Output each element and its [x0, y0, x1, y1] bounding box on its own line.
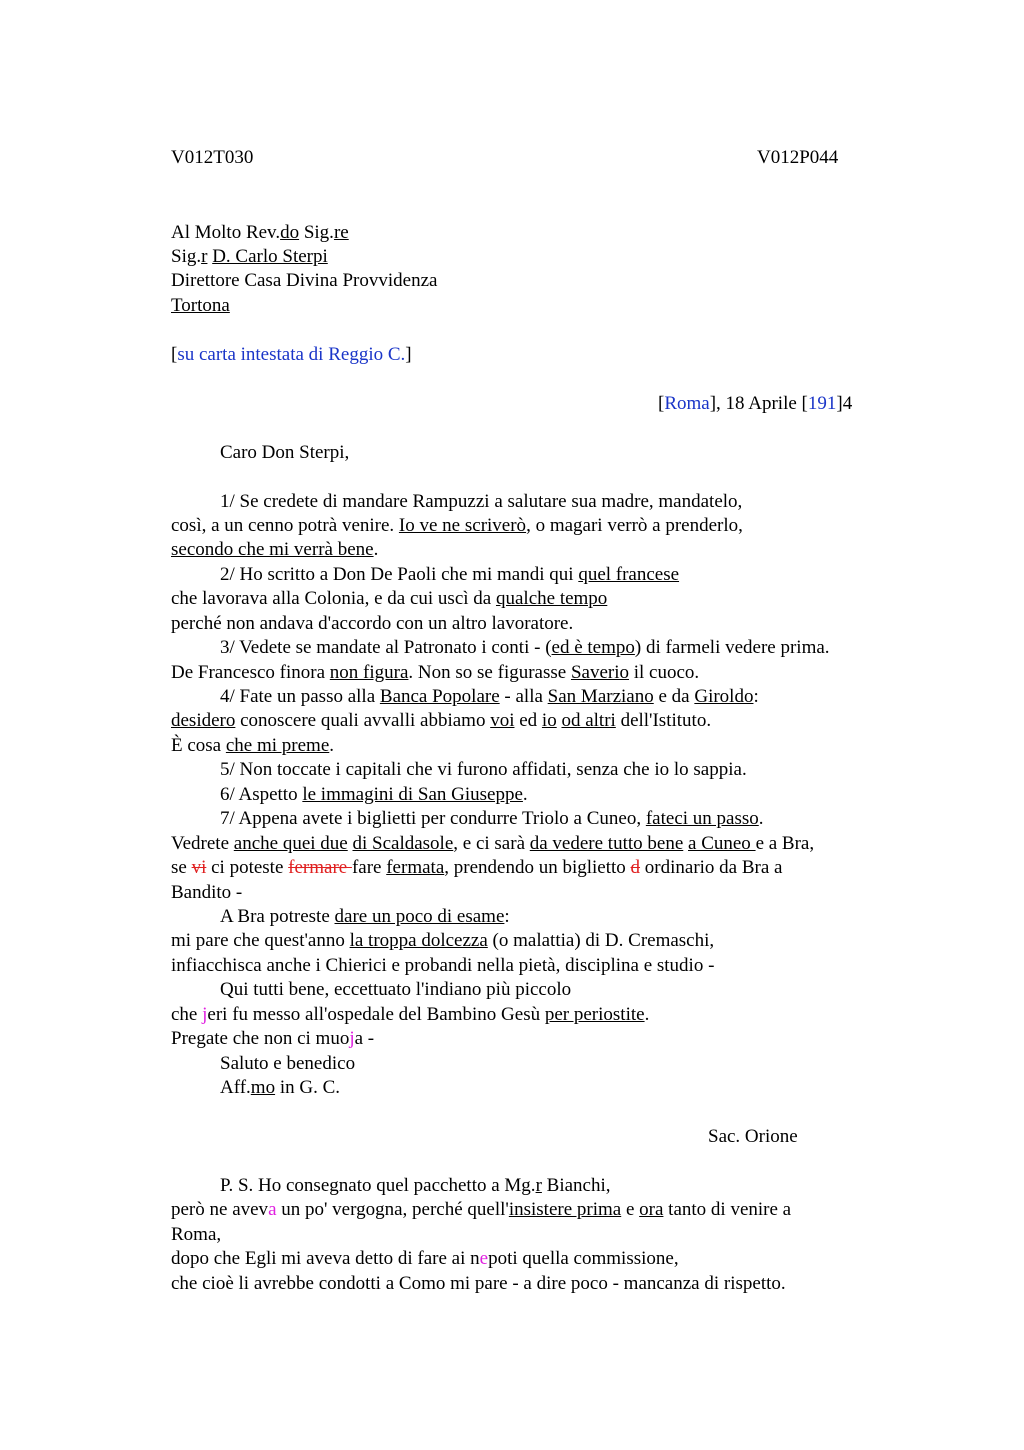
header-left-code: V012T030	[171, 147, 254, 168]
body-line: 1/ Se credete di mandare Rampuzzi a salutare sua madre, mandatelo,	[220, 491, 743, 512]
body-line: Pregate che non ci muoja -	[171, 1028, 375, 1049]
body-line: Qui tutti bene, eccettuato l'indiano più piccolo	[220, 979, 572, 1000]
greeting: Caro Don Sterpi,	[220, 442, 350, 463]
editorial-note: [su carta intestata di Reggio C.]	[171, 344, 412, 365]
postscript-line: però ne aveva un po' vergogna, perché quell'insistere prima e ora tanto di venire a	[171, 1199, 792, 1220]
address-line-1: Al Molto Rev.do Sig.re	[171, 222, 349, 243]
body-line: 6/ Aspetto le immagini di San Giuseppe.	[220, 784, 528, 805]
letter-date: [Roma], 18 Aprile [191]4	[658, 393, 853, 414]
body-line: De Francesco finora non figura. Non so se figurasse Saverio il cuoco.	[171, 662, 700, 683]
address-line-2: Sig.r D. Carlo Sterpi	[171, 246, 328, 267]
postscript-line: dopo che Egli mi aveva detto di fare ai nepoti quella commissione,	[171, 1248, 679, 1269]
body-line: desidero conoscere quali avvalli abbiamo voi ed io od altri dell'Istituto.	[171, 710, 712, 731]
body-line: infiacchisca anche i Chierici e probandi nella pietà, disciplina e studio -	[171, 955, 715, 976]
body-line: Bandito -	[171, 882, 243, 903]
body-line: È cosa che mi preme.	[171, 735, 335, 756]
postscript-line: Roma,	[171, 1224, 222, 1245]
body-line: così, a un cenno potrà venire. Io ve ne scriverò, o magari verrò a prenderlo,	[171, 515, 743, 536]
signature: Sac. Orione	[708, 1126, 798, 1147]
body-line: A Bra potreste dare un poco di esame:	[220, 906, 510, 927]
body-line: mi pare che quest'anno la troppa dolcezza (o malattia) di D. Cremaschi,	[171, 930, 715, 951]
body-line: perché non andava d'accordo con un altro lavoratore.	[171, 613, 574, 634]
closing-line: Saluto e benedico	[220, 1053, 356, 1074]
body-line: 5/ Non toccate i capitali che vi furono affidati, senza che io lo sappia.	[220, 759, 747, 780]
body-line: se vi ci poteste fermare fare fermata, prendendo un biglietto d ordinario da Bra a	[171, 857, 783, 878]
body-line: 4/ Fate un passo alla Banca Popolare - alla San Marziano e da Giroldo:	[220, 686, 759, 707]
postscript-line: che cioè li avrebbe condotti a Como mi pare - a dire poco - mancanza di rispetto.	[171, 1273, 786, 1294]
body-line: che lavorava alla Colonia, e da cui uscì da qualche tempo	[171, 588, 608, 609]
body-line: 2/ Ho scritto a Don De Paoli che mi mandi qui quel francese	[220, 564, 680, 585]
body-line: 7/ Appena avete i biglietti per condurre Triolo a Cuneo, fateci un passo.	[220, 808, 764, 829]
body-line: Vedrete anche quei due di Scaldasole, e ci sarà da vedere tutto bene a Cuneo e a Bra,	[171, 833, 815, 854]
body-line: 3/ Vedete se mandate al Patronato i conti - (ed è tempo) di farmeli vedere prima.	[220, 637, 830, 658]
header-right-code: V012P044	[757, 147, 839, 168]
closing-line: Aff.mo in G. C.	[220, 1077, 341, 1098]
body-line: che jeri fu messo all'ospedale del Bambino Gesù per periostite.	[171, 1004, 650, 1025]
body-line: secondo che mi verrà bene.	[171, 539, 379, 560]
address-line-4: Tortona	[171, 295, 230, 316]
address-line-3: Direttore Casa Divina Provvidenza	[171, 270, 438, 291]
postscript-line: P. S. Ho consegnato quel pacchetto a Mg.r Bianchi,	[220, 1175, 611, 1196]
